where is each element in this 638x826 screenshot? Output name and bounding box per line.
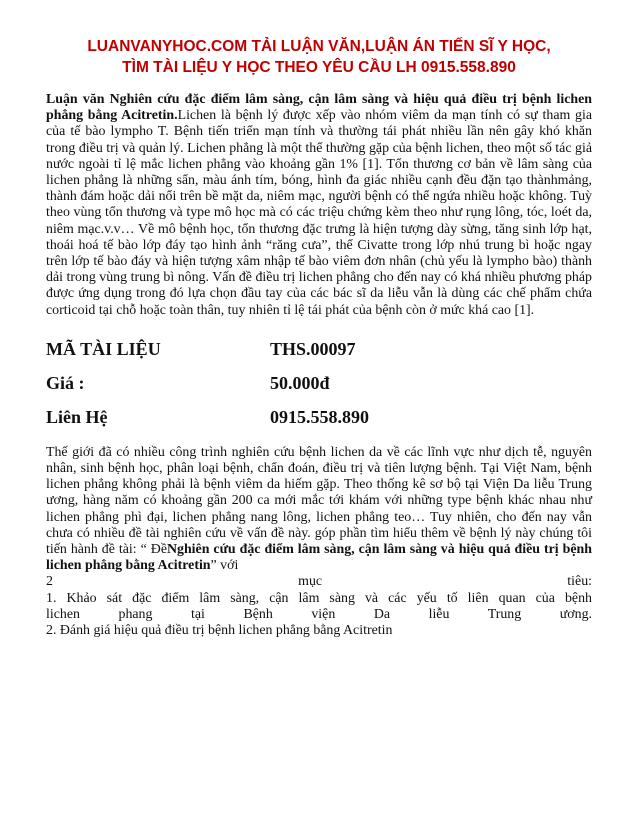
info-value-code: THS.00097 <box>270 339 356 360</box>
info-label-price: Giá : <box>46 373 85 394</box>
document-info <box>46 333 592 435</box>
info-row-code <box>46 333 592 367</box>
info-value-price: 50.000đ <box>270 373 330 394</box>
body-text-b: ” với <box>210 558 239 574</box>
body-study-title: Nghiên cứu đặc điểm lâm sàng, cận lâm sàng và hiệu quả điều trị bệnh lichen phẳng bằng Acitretin <box>46 542 592 574</box>
body-text-a: Thế giới đã có nhiều công trình nghiên cứu bệnh lichen da về các lĩnh vực như dịch tễ, nguyên nhân, sinh bệnh học, phân loại bệnh, chẩn đoán, điều trị và tiên lượng bệnh. Tại Việt Nam, bệnh lichen phẳng không phải là bệnh viêm da hiếm gặp. Theo thống kê sơ bộ tại Viện Da liễu Trung ương, hàng năm có khoảng gần 200 ca mới mắc tới khám với những type bệnh khác nhau như lichen phẳng phì đại, lichen phẳng nang lông, lichen phẳng teo… Tuy nhiên, cho đến nay vẫn chưa có nhiều đề tài nghiên cứu về vấn đề này. góp phần tìm hiểu thêm về bệnh lý này chúng tôi tiến hành đề tài: “ Đề <box>46 444 592 558</box>
info-row-contact <box>46 401 592 435</box>
objective-2: 2. Đánh giá hiệu quả điều trị bệnh lichen phẳng bằng Acitretin <box>46 623 393 639</box>
info-value-contact: 0915.558.890 <box>270 407 369 428</box>
intro-paragraph <box>46 92 592 319</box>
objective-1-line-1: 1. Khảo sát đặc điểm lâm sàng, cận lâm sàng và các yếu tố liên quan của bệnh <box>46 590 592 606</box>
objectives-count-line: 2 mục tiêu: <box>46 574 592 590</box>
page-header <box>46 36 592 78</box>
info-row-price <box>46 367 592 401</box>
info-label-contact: Liên Hệ <box>46 407 108 428</box>
intro-body: Lichen là bệnh lý được xếp vào nhóm viêm da mạn tính có sự tham gia của tế bào lympho T. Bệnh tiến triển mạn tính và thường tái phát nhiều lần nên gây khó khăn trong điều trị và quản lý. Lichen phẳng là một thể thường gặp của bệnh lichen, theo một số tác giả nước ngoài tỉ lệ mắc lichen phẳng vào khoảng gần 1% [1]. Tổn thương cơ bản về lâm sàng của lichen phẳng là những sẩn, màu ánh tím, bóng, hình đa giác nhiều cạnh đều đặn tạo thànhmảng, thành đám hoặc dải nổi trên bề mặt da, niêm mạc, người bệnh có thể ngứa nhiều hoặc không. Tuỳ theo vùng tổn thương và type mô học mà có các triệu chứng kèm theo như rụng lông, tóc, loét da, niêm mạc.v.v… Về mô bệnh học, tổn thương đặc trưng là hiện tượng dày sừng, tăng sinh lớp hạt, thoái hoá tế bào lớp đáy tạo hình ảnh “răng cưa”, thể Civatte trong lớp nhú trung bì hoặc ngay trên lớp tế bào đáy và hiện tượng xâm nhập tế bào viêm đơn nhân (chủ yếu là lympho bào) thành dải trong vùng trung bì nông. Vấn đề điều trị lichen phẳng cho đến nay có khá nhiều phương pháp được ứng dụng trong đó lựa chọn đầu tay của các bác sĩ da liễu vẫn là dùng các chế phẩm chứa corticoid tại chỗ hoặc toàn thân, tuy nhiên tỉ lệ tái phát của bệnh còn ở mức khá cao [1]. <box>46 108 593 318</box>
objective-1-line-2: lichen phang tại Bệnh viện Da liễu Trung ương. <box>46 606 592 622</box>
body-paragraph <box>46 445 592 639</box>
intro-title: Luận văn Nghiên cứu đặc điểm lâm sàng, cận lâm sàng và hiệu quả điều trị bệnh lichen phẳng bằng Acitretin. <box>46 92 592 124</box>
info-label-code: MÃ TÀI LIỆU <box>46 339 161 360</box>
header-line-1: LUANVANYHOC.COM TẢI LUẬN VĂN,LUẬN ÁN TIẾN SĨ Y HỌC, <box>87 38 551 55</box>
header-line-2: TÌM TÀI LIỆU Y HỌC THEO YÊU CẦU LH 0915.558.890 <box>122 59 516 76</box>
